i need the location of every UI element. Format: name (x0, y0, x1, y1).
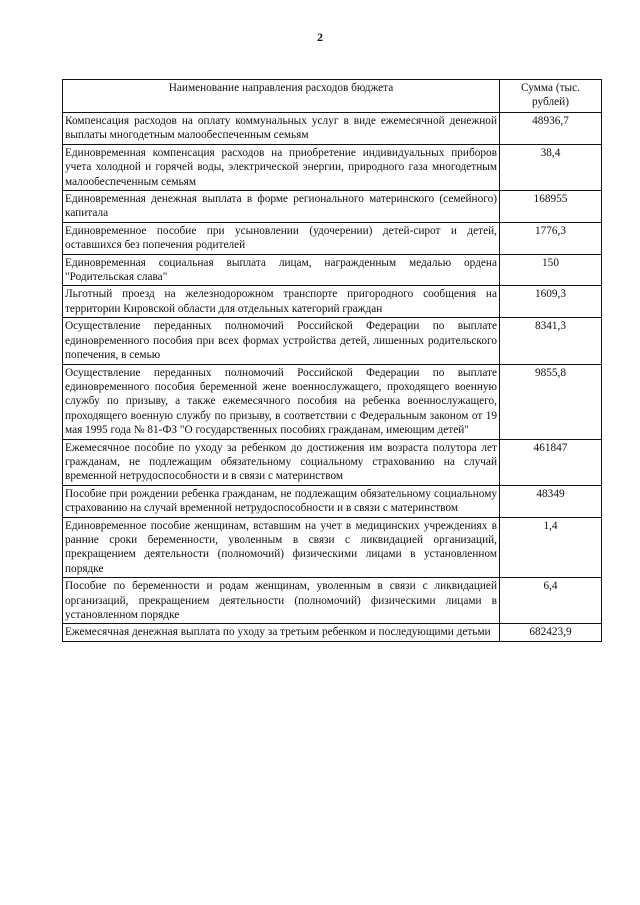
row-sum: 8341,3 (500, 318, 602, 364)
row-sum: 1776,3 (500, 222, 602, 254)
row-name: Единовременная компенсация расходов на приобретение индивидуальных приборов учета холодной и горячей воды, электрической энергии, природного газа многодетным малообеспеченным семьям (63, 144, 500, 190)
row-sum: 168955 (500, 191, 602, 223)
row-sum: 38,4 (500, 144, 602, 190)
row-sum: 150 (500, 254, 602, 286)
table-row (63, 113, 602, 145)
row-name: Единовременное пособие при усыновлении (удочерении) детей-сирот и детей, оставшихся без попечения родителей (63, 222, 500, 254)
row-name: Пособие по беременности и родам женщинам, уволенным в связи с ликвидацией организаций, прекращением деятельности (полномочий) физическими лицами в установленном порядке (63, 578, 500, 624)
table-row (63, 144, 602, 190)
table-row (63, 439, 602, 485)
row-name: Осуществление переданных полномочий Российской Федерации по выплате единовременного пособия беременной жене военнослужащего, проходящего военную службу по призыву, а также ежемесячного пособия на ребенка военнослужащего, проходящего военную службу по призыву, в соответствии с Федеральным законом от 19 мая 1995 года № 81-ФЗ "О государственных пособиях гражданам, имеющим детей" (63, 364, 500, 439)
row-sum: 461847 (500, 439, 602, 485)
row-name: Единовременная социальная выплата лицам, награжденным медалью ордена "Родительская слава" (63, 254, 500, 286)
page-number: 2 (317, 30, 323, 44)
header-sum: Сумма (тыс. рублей) (500, 80, 602, 113)
row-name: Единовременное пособие женщинам, вставшим на учет в медицинских учреждениях в ранние сроки беременности, уволенным в связи с ликвидацией организаций, прекращением деятельности (полномочий) физическими лицами в установленном порядке (63, 517, 500, 578)
row-name: Ежемесячное пособие по уходу за ребенком до достижения им возраста полутора лет гражданам, не подлежащим обязательному социальному страхованию на случай временной нетрудоспособности и в связи с материнством (63, 439, 500, 485)
row-name: Пособие при рождении ребенка гражданам, не подлежащим обязательному социальному страхованию на случай временной нетрудоспособности и в связи с материнством (63, 485, 500, 517)
table-row (63, 191, 602, 223)
table-row (63, 578, 602, 624)
table-row (63, 624, 602, 641)
row-sum: 1,4 (500, 517, 602, 578)
table-row (63, 318, 602, 364)
table-header-row (63, 80, 602, 113)
table-row (63, 517, 602, 578)
table-row (63, 222, 602, 254)
row-name: Единовременная денежная выплата в форме регионального материнского (семейного) капитала (63, 191, 500, 223)
row-sum: 48936,7 (500, 113, 602, 145)
table-row (63, 254, 602, 286)
row-sum: 48349 (500, 485, 602, 517)
row-sum: 682423,9 (500, 624, 602, 641)
row-sum: 1609,3 (500, 286, 602, 318)
row-sum: 6,4 (500, 578, 602, 624)
header-name: Наименование направления расходов бюджета (63, 80, 500, 113)
row-name: Ежемесячная денежная выплата по уходу за третьим ребенком и последующими детьми (63, 624, 500, 641)
row-sum: 9855,8 (500, 364, 602, 439)
table-row (63, 286, 602, 318)
row-name: Осуществление переданных полномочий Российской Федерации по выплате единовременного пособия при всех формах устройства детей, лишенных родительского попечения, в семью (63, 318, 500, 364)
row-name: Льготный проезд на железнодорожном транспорте пригородного сообщения на территории Кировской области для отдельных категорий граждан (63, 286, 500, 318)
table-row (63, 485, 602, 517)
row-name: Компенсация расходов на оплату коммунальных услуг в виде ежемесячной денежной выплаты многодетным малообеспеченным семьям (63, 113, 500, 145)
budget-expenses-table (62, 79, 602, 642)
table-row (63, 364, 602, 439)
